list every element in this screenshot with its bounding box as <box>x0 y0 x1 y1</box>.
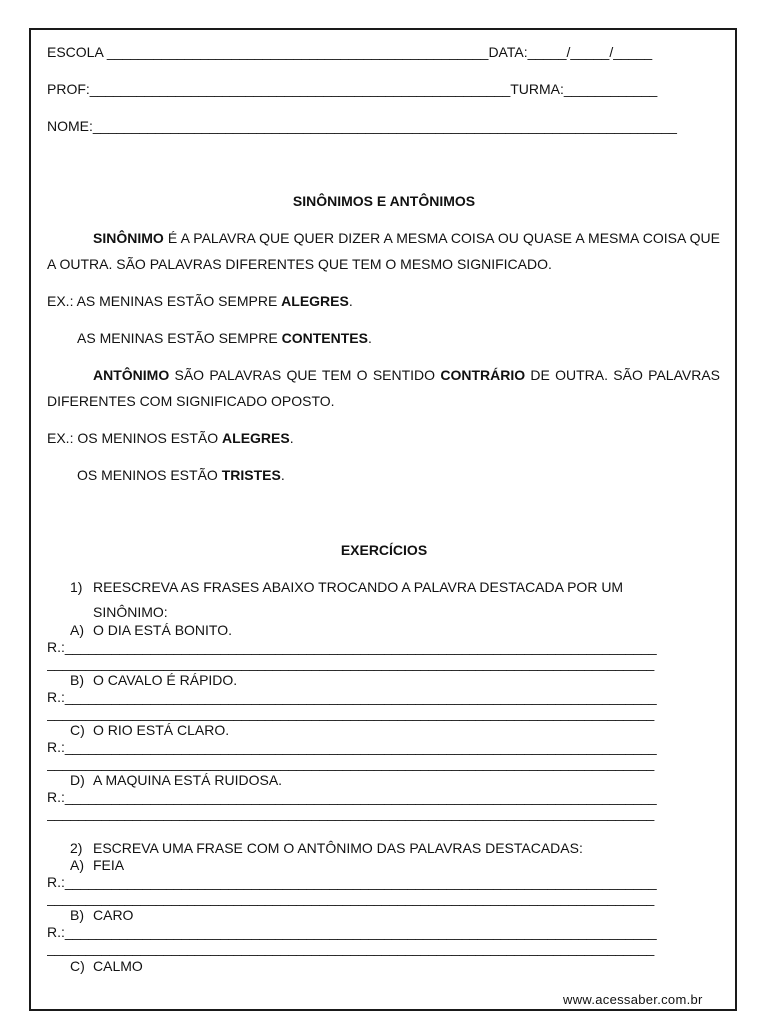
answer-blank-line[interactable]: ______________________________________________________________________________ <box>47 940 655 956</box>
antonym-definition-text-b: DE OUTRA. SÃO PALAVRAS DIFERENTES COM SIGNIFICADO OPOSTO. <box>47 367 720 409</box>
synonym-definition <box>47 225 720 277</box>
q1-item-d-letter: D) <box>70 772 85 788</box>
q2-item-b-letter: B) <box>70 907 84 923</box>
q1-item-a-letter: A) <box>70 622 84 638</box>
answer-blank-line[interactable]: ______________________________________________________________________________ <box>47 655 655 671</box>
q2-item-a-letter: A) <box>70 857 84 873</box>
answer-blank-line[interactable]: ______________________________________________________________________________ <box>47 890 655 906</box>
q2-item-b-text: CARO <box>93 907 134 923</box>
q2-number: 2) <box>70 840 83 856</box>
answer-blank-line[interactable]: ______________________________________________________________________________ <box>47 755 655 771</box>
example-word: ALEGRES <box>281 293 349 309</box>
q1-item-b-letter: B) <box>70 672 84 688</box>
q1-item-c-text: O RIO ESTÁ CLARO. <box>93 722 230 738</box>
antonym-definition <box>47 362 720 414</box>
name-field[interactable]: NOME:___________________________________________________________________________ <box>47 118 677 134</box>
example-text: EX.: OS MENINOS ESTÃO <box>47 430 223 446</box>
q1-item-b-text: O CAVALO É RÁPIDO. <box>93 672 238 688</box>
answer-line[interactable]: R.:____________________________________________________________________________ <box>47 789 657 805</box>
synonym-example-1 <box>47 292 353 310</box>
answer-line[interactable]: R.:____________________________________________________________________________ <box>47 689 657 705</box>
q2-item-a-text: FEIA <box>93 857 125 873</box>
example-punct: . <box>348 293 353 309</box>
example-punct: . <box>280 467 285 483</box>
synonym-definition-text: É A PALAVRA QUE QUER DIZER A MESMA COISA OU QUASE A MESMA COISA QUE A OUTRA. SÃO PALAVRAS DIFERENTES QUE TEM O MESMO SIGNIFICADO. <box>47 230 720 272</box>
q1-number: 1) <box>70 579 83 595</box>
example-word: TRISTES <box>221 467 281 483</box>
example-text: OS MENINOS ESTÃO <box>77 467 222 483</box>
answer-blank-line[interactable]: ______________________________________________________________________________ <box>47 705 655 721</box>
answer-line[interactable]: R.:____________________________________________________________________________ <box>47 639 657 655</box>
answer-blank-line[interactable]: ______________________________________________________________________________ <box>47 805 655 821</box>
school-field[interactable]: ESCOLA _________________________________________________DATA:_____/_____/_____ <box>47 44 653 60</box>
page-border <box>29 28 737 1011</box>
q1-text-line-2: SINÔNIMO: <box>93 604 168 620</box>
answer-line[interactable]: R.:____________________________________________________________________________ <box>47 874 657 890</box>
example-punct: . <box>367 330 372 346</box>
exercises-title: EXERCÍCIOS <box>340 542 428 558</box>
antonym-emphasis: CONTRÁRIO <box>440 367 526 383</box>
q1-item-d-text: A MAQUINA ESTÁ RUIDOSA. <box>93 772 283 788</box>
example-text: AS MENINAS ESTÃO SEMPRE <box>77 330 282 346</box>
answer-line[interactable]: R.:____________________________________________________________________________ <box>47 739 657 755</box>
antonym-definition-text-a: SÃO PALAVRAS QUE TEM O SENTIDO <box>169 367 441 383</box>
antonym-example-1 <box>47 429 294 447</box>
q2-text: ESCREVA UMA FRASE COM O ANTÔNIMO DAS PALAVRAS DESTACADAS: <box>93 840 583 856</box>
q1-item-c-letter: C) <box>70 722 85 738</box>
footer-url[interactable]: www.acessaber.com.br <box>563 992 703 1007</box>
example-punct: . <box>289 430 294 446</box>
antonym-example-2 <box>77 466 285 484</box>
q1-text-line-1: REESCREVA AS FRASES ABAIXO TROCANDO A PALAVRA DESTACADA POR UM <box>93 579 624 595</box>
page-title: SINÔNIMOS E ANTÔNIMOS <box>292 193 476 209</box>
example-word: ALEGRES <box>222 430 290 446</box>
q2-item-c-text: CALMO <box>93 958 143 974</box>
example-text: EX.: AS MENINAS ESTÃO SEMPRE <box>47 293 282 309</box>
q1-item-a-text: O DIA ESTÁ BONITO. <box>93 622 232 638</box>
antonym-term: ANTÔNIMO <box>93 367 170 383</box>
prof-field[interactable]: PROF:______________________________________________________TURMA:____________ <box>47 81 658 97</box>
answer-line[interactable]: R.:____________________________________________________________________________ <box>47 924 657 940</box>
synonym-term: SINÔNIMO <box>93 230 164 246</box>
example-word: CONTENTES <box>281 330 368 346</box>
synonym-example-2 <box>77 329 372 347</box>
q2-item-c-letter: C) <box>70 958 85 974</box>
